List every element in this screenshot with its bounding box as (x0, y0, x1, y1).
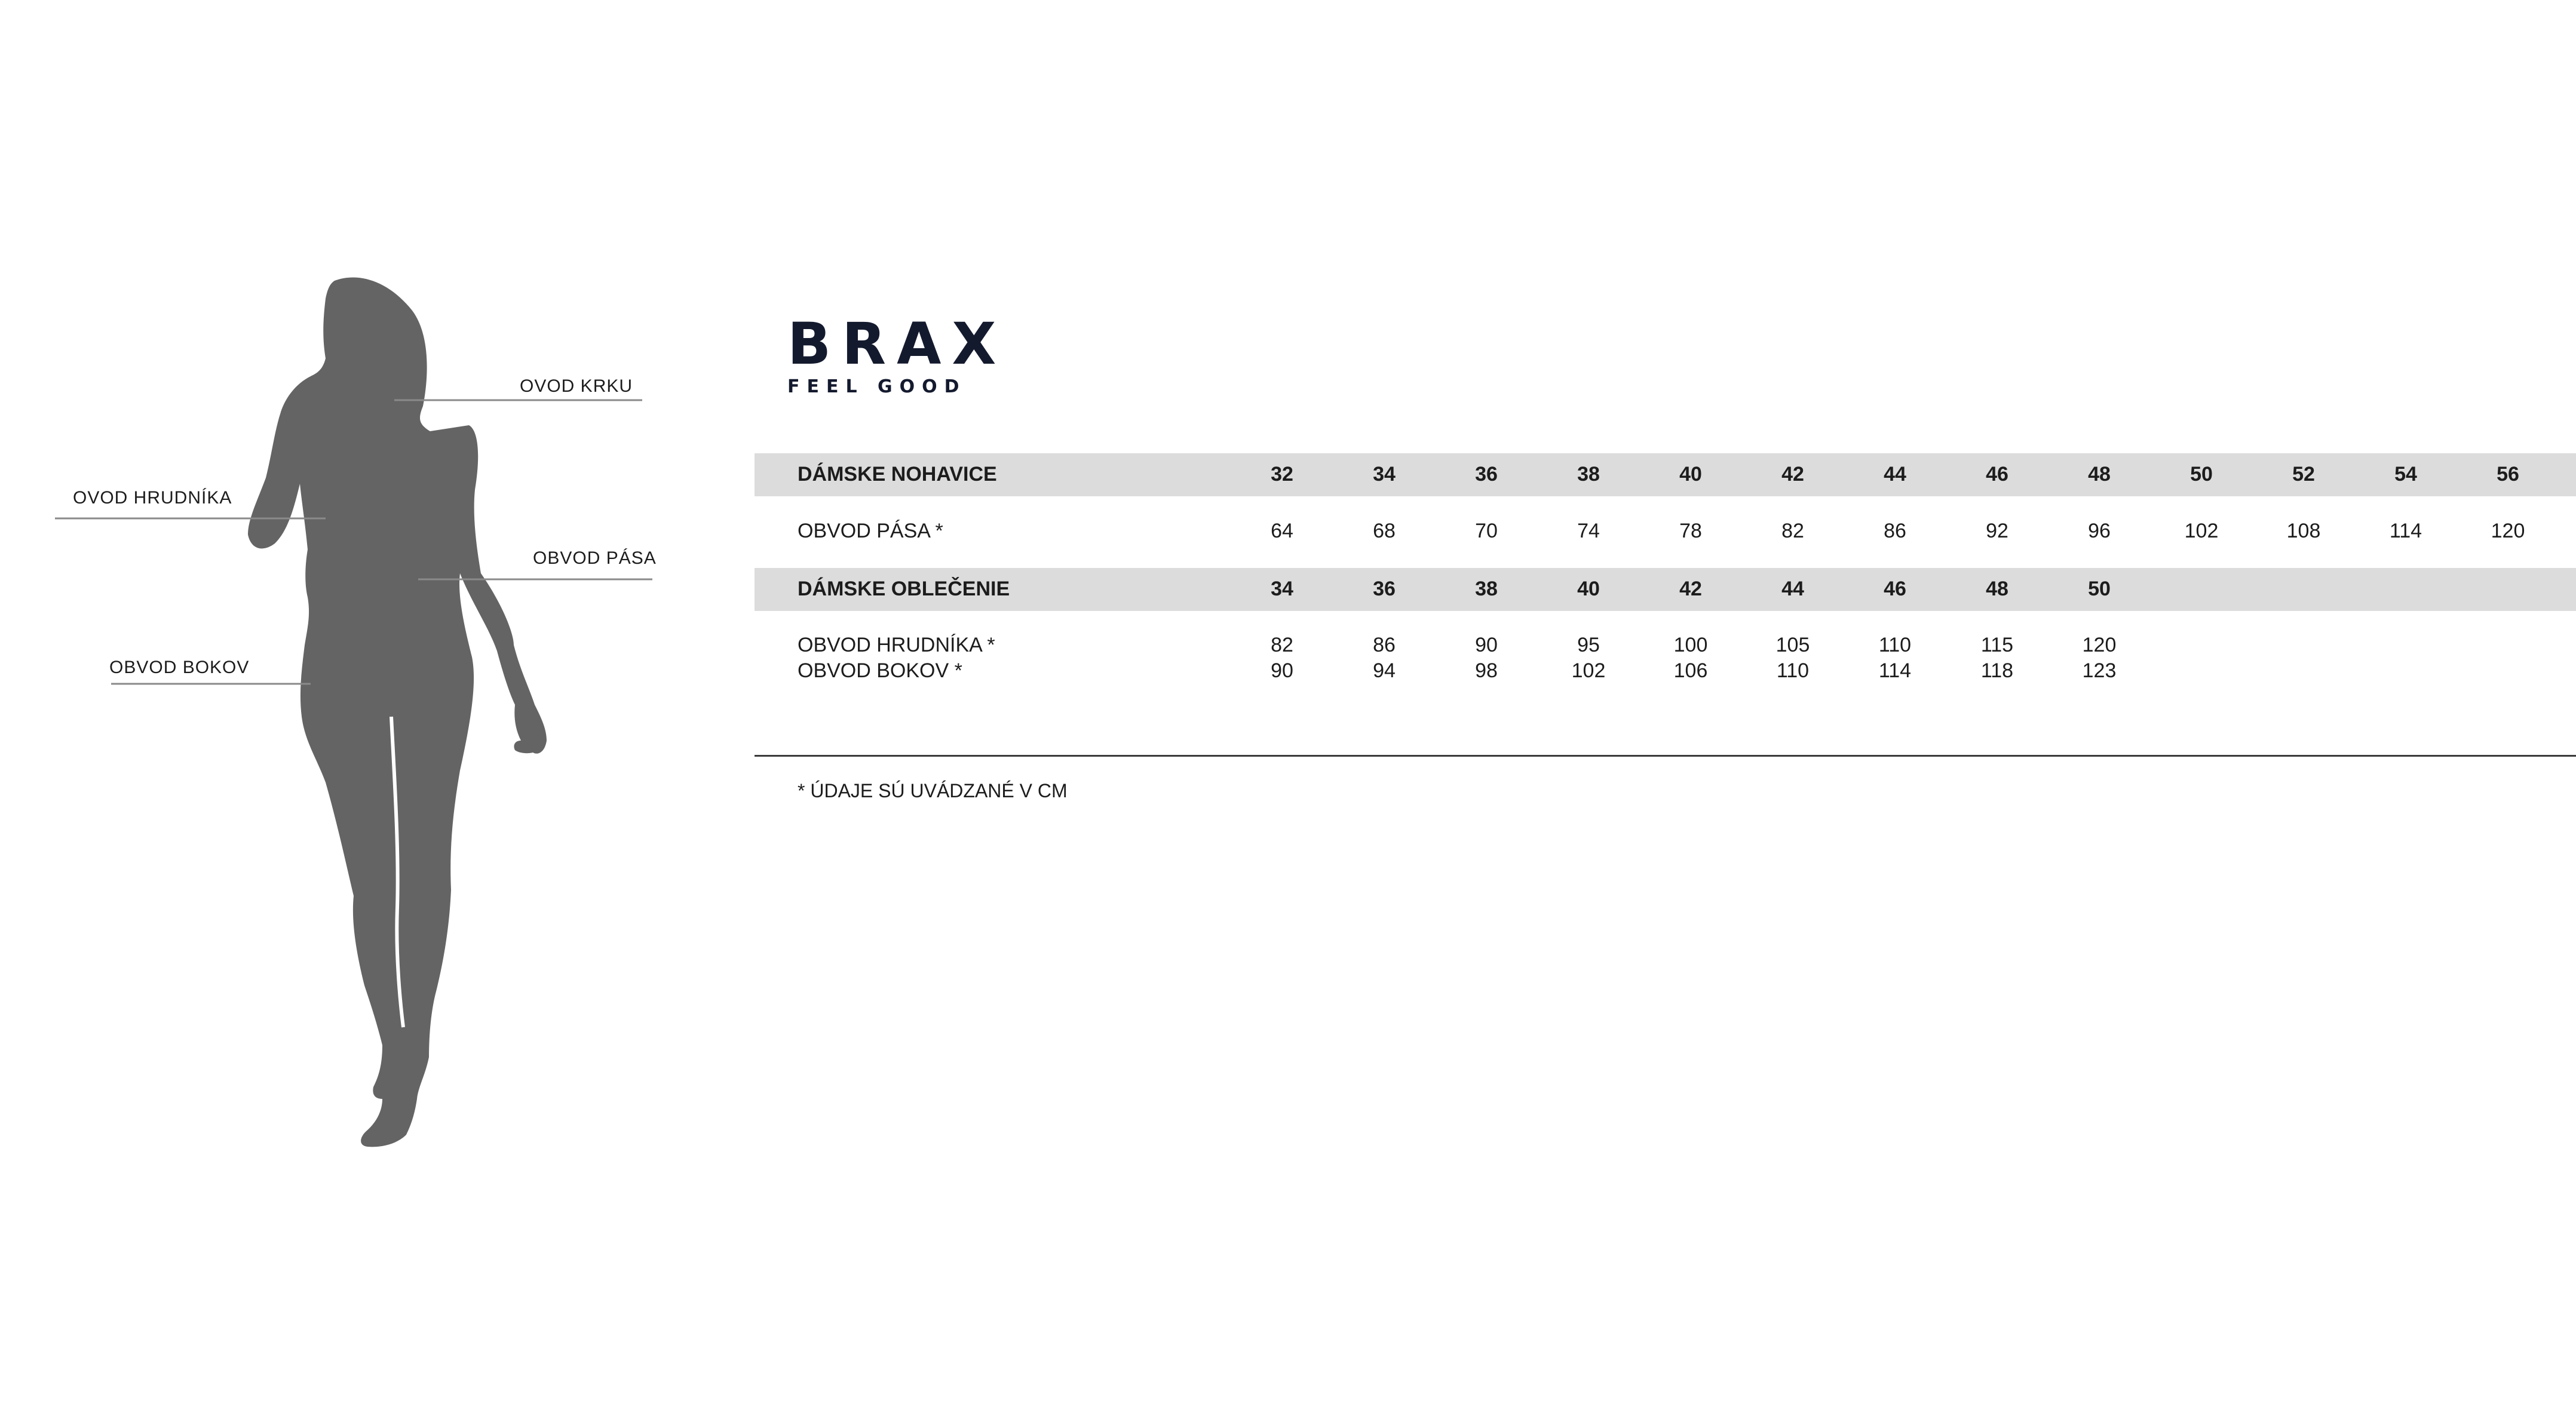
pants-waist-cell: 68 (1373, 520, 1396, 542)
neck-callout-label: OVOD KRKU (520, 376, 633, 396)
clothing-hips-cell: 114 (1878, 659, 1912, 682)
pants-waist-cell: 86 (1884, 520, 1906, 542)
clothing-size-cell: 50 (2088, 578, 2111, 600)
pants-waist-cell: 108 (2286, 520, 2321, 542)
clothing-hips-cell: 90 (1271, 659, 1293, 682)
hips-callout-label: OBVOD BOKOV (109, 658, 250, 677)
pants-size-cell: 40 (1679, 463, 1702, 486)
clothing-hips-cell: 118 (1980, 659, 2014, 682)
pants-waist-cell: 78 (1679, 520, 1702, 542)
clothing-hips-cell: 94 (1373, 659, 1396, 682)
clothing-chest-cell: 120 (2082, 634, 2117, 656)
footnote: * ÚDAJE SÚ UVÁDZANÉ V CM (798, 780, 1068, 801)
clothing-chest-cell: 82 (1271, 634, 1293, 656)
pants-size-cell: 42 (1781, 463, 1804, 486)
clothing-chest-cell: 95 (1577, 634, 1600, 656)
clothing-size-cell: 44 (1781, 578, 1804, 600)
clothing-chest-cell: 105 (1775, 634, 1810, 656)
pants-waist-label: OBVOD PÁSA * (798, 520, 943, 542)
pants-size-cell: 36 (1475, 463, 1498, 486)
pants-size-cell: 56 (2497, 463, 2519, 486)
clothing-size-cell: 48 (1986, 578, 2008, 600)
chest-callout-label: OVOD HRUDNÍKA (73, 488, 232, 508)
clothing-hips-cell: 106 (1673, 659, 1708, 682)
brand-name: BRAX (787, 311, 1007, 377)
clothing-size-cell: 42 (1679, 578, 1702, 600)
silhouette-icon (248, 277, 547, 1147)
pants-size-cell: 34 (1373, 463, 1396, 486)
clothing-chest-cell: 100 (1673, 634, 1708, 656)
pants-size-cell: 38 (1577, 463, 1600, 486)
pants-size-cell: 50 (2190, 463, 2213, 486)
pants-size-cell: 54 (2394, 463, 2417, 486)
clothing-chest-cell: 90 (1475, 634, 1498, 656)
pants-waist-cell: 120 (2491, 520, 2525, 542)
body-silhouette-figure (0, 0, 717, 1422)
pants-size-cell: 52 (2292, 463, 2315, 486)
clothing-size-cell: 34 (1271, 578, 1293, 600)
brand-logo (787, 311, 1007, 397)
clothing-hips-cell: 123 (2082, 659, 2117, 682)
clothing-size-cell: 46 (1884, 578, 1906, 600)
table-divider (755, 755, 2576, 757)
clothing-hips-cell: 102 (1571, 659, 1606, 682)
pants-waist-cell: 102 (2184, 520, 2219, 542)
clothing-hips-cell: 110 (1776, 659, 1810, 682)
pants-size-cell: 48 (2088, 463, 2111, 486)
clothing-hips-cell: 98 (1475, 659, 1498, 682)
pants-waist-cell: 96 (2088, 520, 2111, 542)
clothing-chest-cell: 110 (1878, 634, 1912, 656)
brand-tagline: FEEL GOOD (787, 376, 967, 397)
clothing-size-cell: 36 (1373, 578, 1396, 600)
clothing-chest-cell: 115 (1980, 634, 2014, 656)
pants-waist-cell: 82 (1781, 520, 1804, 542)
pants-size-cell: 46 (1986, 463, 2008, 486)
pants-waist-cell: 64 (1271, 520, 1293, 542)
clothing-hips-label: OBVOD BOKOV * (798, 659, 962, 682)
pants-waist-cell: 114 (2389, 520, 2422, 542)
pants-size-cell: 32 (1271, 463, 1293, 486)
pants-waist-cell: 74 (1577, 520, 1600, 542)
pants-size-cell: 44 (1884, 463, 1906, 486)
clothing-chest-cell: 86 (1373, 634, 1396, 656)
clothing-header-label: DÁMSKE OBLEČENIE (798, 578, 1010, 600)
clothing-size-cell: 40 (1577, 578, 1600, 600)
clothing-chest-label: OBVOD HRUDNÍKA * (798, 634, 995, 656)
pants-waist-cell: 70 (1475, 520, 1498, 542)
pants-header-label: DÁMSKE NOHAVICE (798, 463, 997, 486)
waist-callout-label: OBVOD PÁSA (533, 548, 657, 568)
clothing-size-cell: 38 (1475, 578, 1498, 600)
pants-waist-cell: 92 (1986, 520, 2008, 542)
